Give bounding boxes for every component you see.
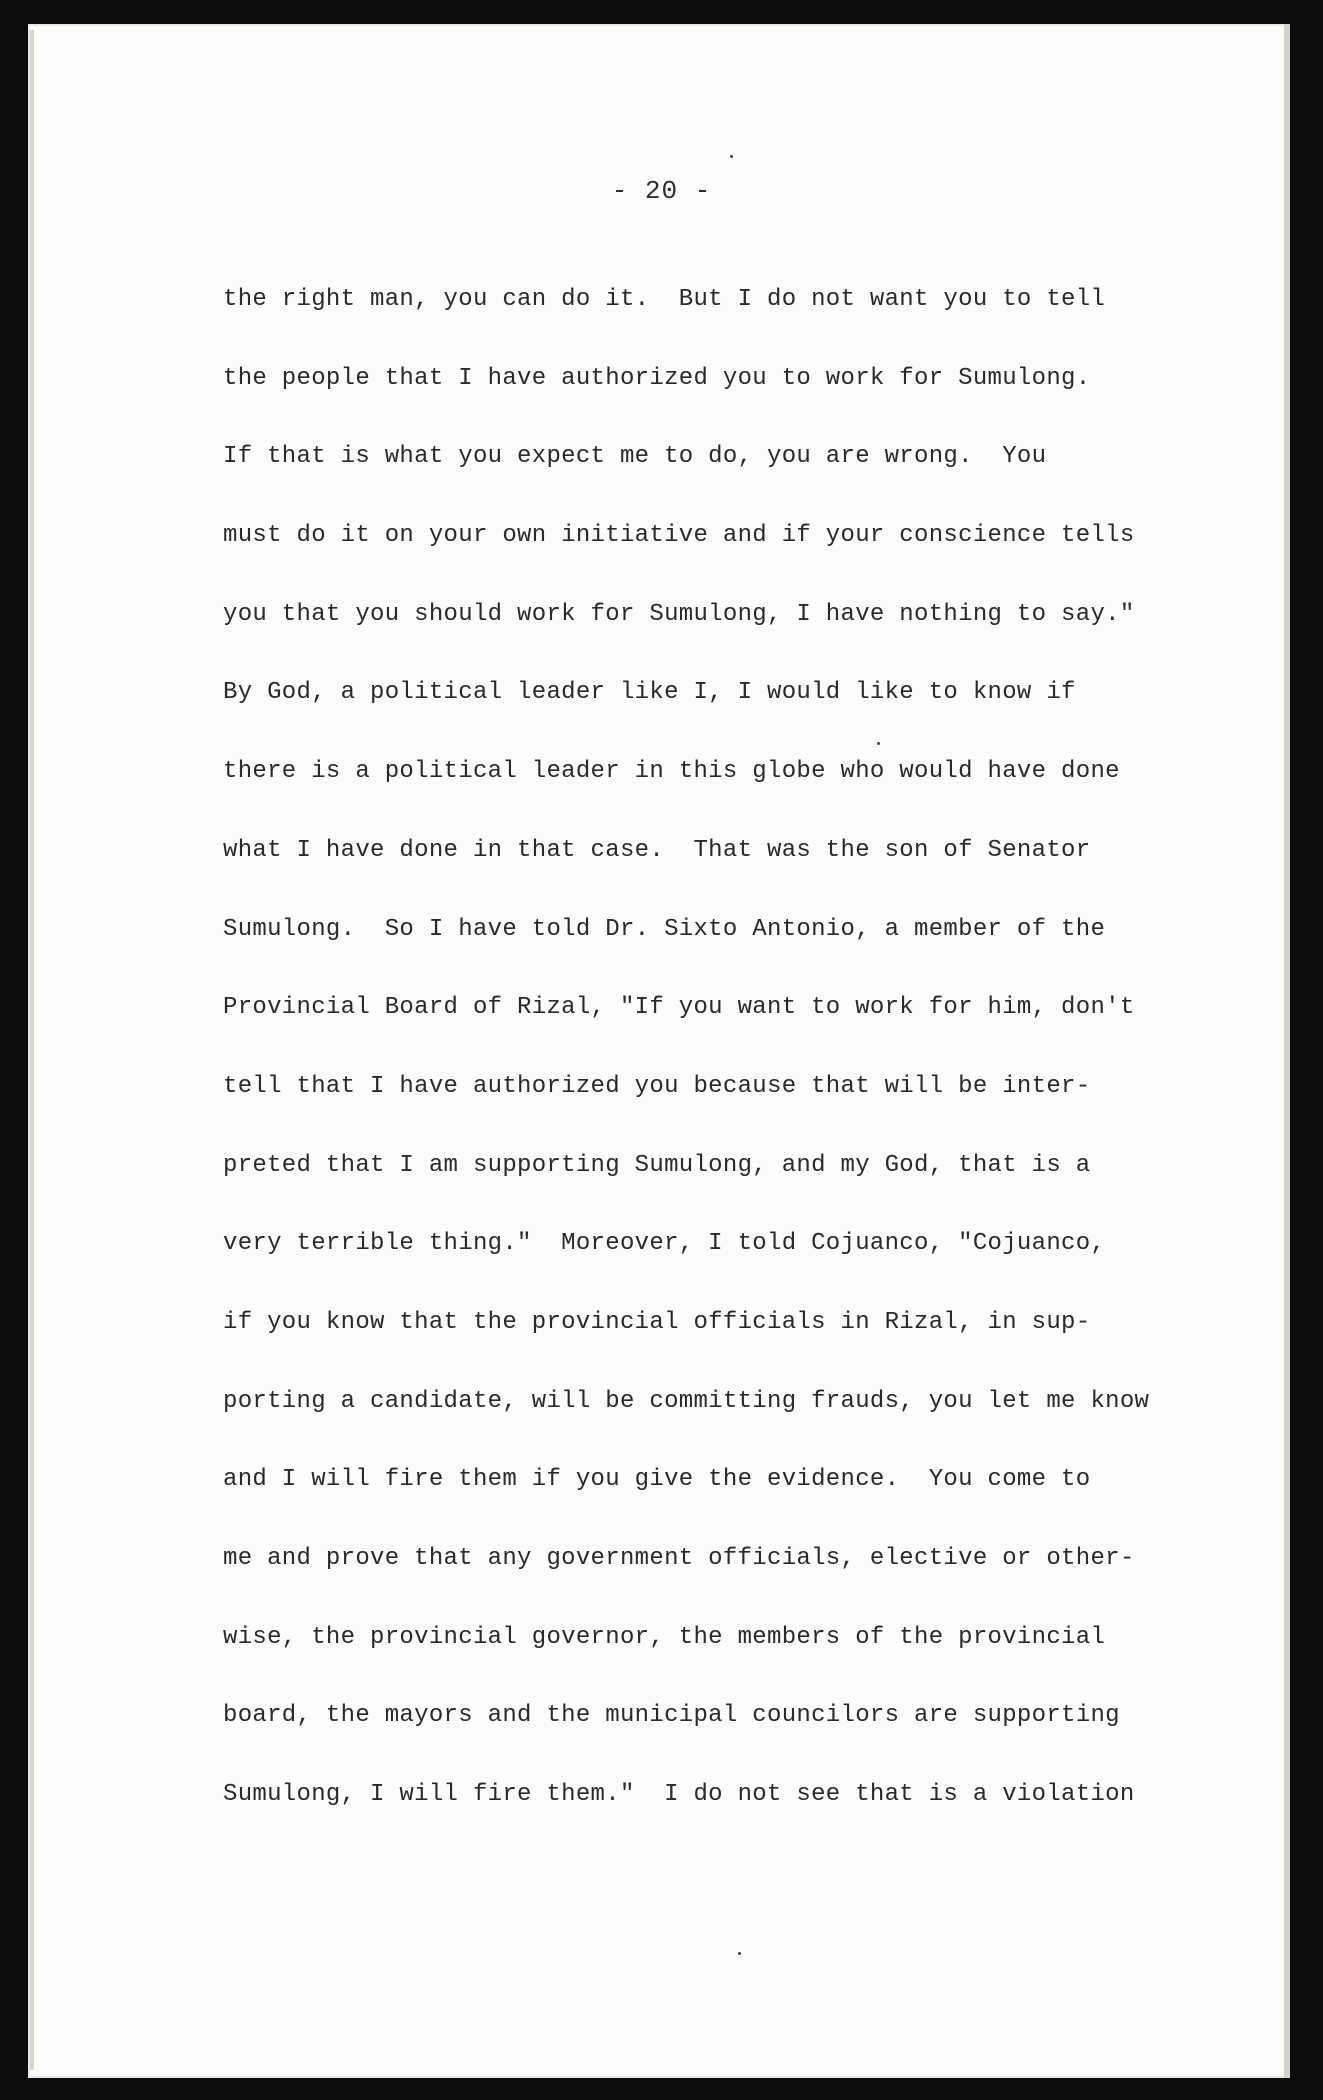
text-line: the people that I have authorized you to work for Sumulong. [223,364,1091,392]
page-edge-left [30,30,34,2070]
text-line: If that is what you expect me to do, you are wrong. You [223,443,1047,471]
text-line: what I have done in that case. That was the son of Senator [223,836,1091,864]
text-line: me and prove that any government officials, elective or other- [223,1545,1135,1572]
text-line: very terrible thing." Moreover, I told Cojuanco, "Cojuanco, [223,1230,1106,1258]
text-line: Sumulong, I will fire them." I do not see that is a violation [223,1781,1135,1809]
text-line: Provincial Board of Rizal, "If you want to work for him, don't [223,994,1135,1022]
text-line: Sumulong. So I have told Dr. Sixto Antonio, a member of the [223,915,1106,943]
scan-speck [738,1952,741,1955]
text-line: and I will fire them if you give the evidence. You come to [223,1466,1091,1494]
page-number: - 20 - [611,176,712,206]
scan-speck [730,155,733,158]
text-line: you that you should work for Sumulong, I have nothing to say." [223,600,1135,628]
text-line: the right man, you can do it. But I do not want you to tell [223,286,1106,313]
text-line: tell that I have authorized you because that will be inter- [223,1072,1091,1100]
text-line: there is a political leader in this globe who would have done [223,758,1120,786]
text-line: porting a candidate, will be committing frauds, you let me know [223,1387,1150,1415]
text-line: By God, a political leader like I, I would like to know if [223,679,1076,707]
text-line: wise, the provincial governor, the members of the provincial [223,1623,1106,1651]
page-edge-right [1284,24,1290,2078]
scan-speck [877,742,880,745]
text-line: board, the mayors and the municipal councilors are supporting [223,1702,1120,1730]
body-text [223,280,1223,1854]
text-line: must do it on your own initiative and if your conscience tells [223,522,1135,550]
text-line: preted that I am supporting Sumulong, and my God, that is a [223,1151,1091,1179]
text-line: if you know that the provincial officials in Rizal, in sup- [223,1308,1091,1336]
